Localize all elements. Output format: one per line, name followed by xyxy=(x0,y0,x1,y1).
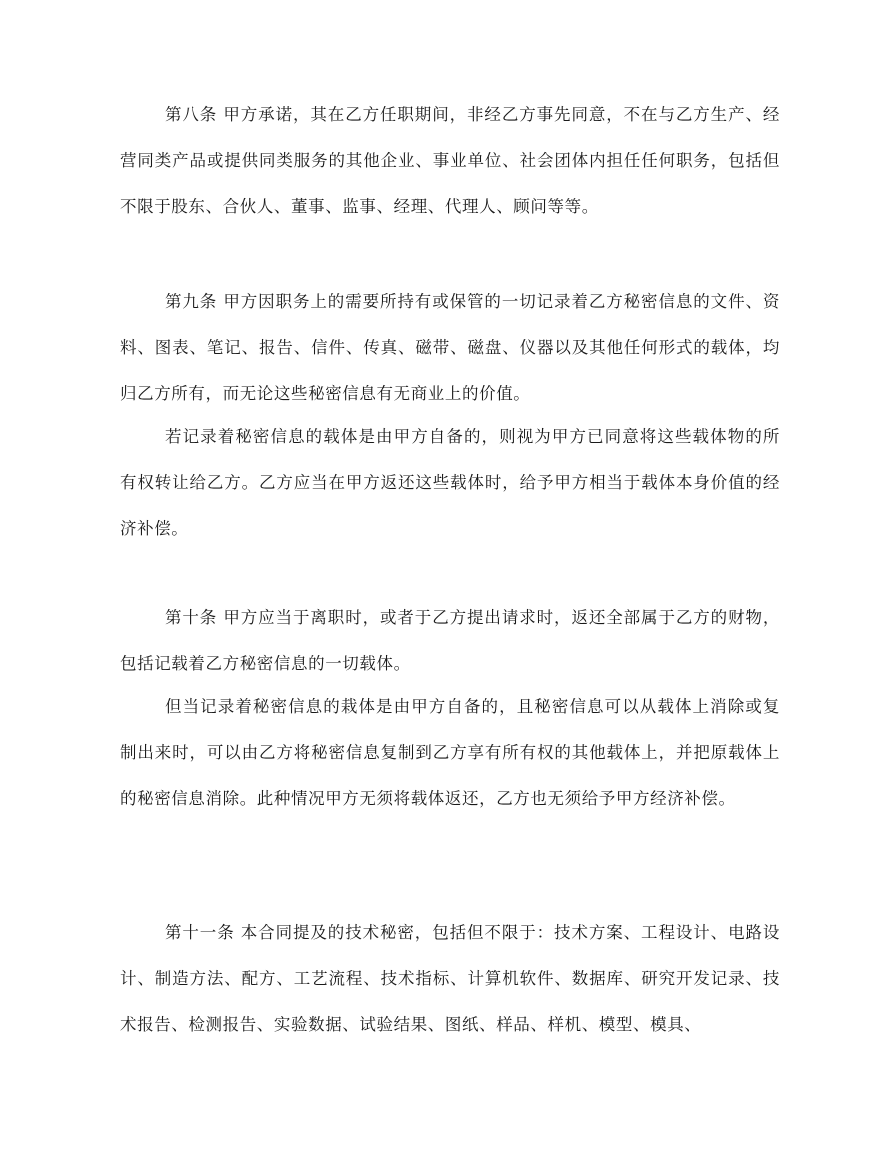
article-8-paragraph: 第八条 甲方承诺，其在乙方任职期间，非经乙方事先同意，不在与乙方生产、经营同类产品或提供同类服务的其他企业、事业单位、社会团体内担任任何职务，包括但不限于股东、合伙人、董事、监事、经理、代理人、顾问等等。 xyxy=(120,105,780,216)
article-11-paragraph: 第十一条 本合同提及的技术秘密，包括但不限于：技术方案、工程设计、电路设计、制造方法、配方、工艺流程、技术指标、计算机软件、数据库、研究开发记录、技术报告、检测报告、实验数据、试验结果、图纸、样品、样机、模型、模具、 xyxy=(120,923,780,1034)
article-9-paragraph: 第九条 甲方因职务上的需要所持有或保管的一切记录着乙方秘密信息的文件、资料、图表、笔记、报告、信件、传真、磁带、磁盘、仪器以及其他任何形式的载体，均归乙方所有，而无论这些秘密信息有无商业上的价值。 xyxy=(120,292,780,403)
article-10-supplement-paragraph: 但当记录着秘密信息的栽体是由甲方自备的，且秘密信息可以从载体上消除或复制出来时，可以由乙方将秘密信息复制到乙方享有所有权的其他载体上，并把原载体上的秘密信息消除。此种情况甲方无须将载体返还，乙方也无须给予甲方经济补偿。 xyxy=(120,697,780,808)
article-9-supplement-paragraph: 若记录着秘密信息的载体是由甲方自备的，则视为甲方已同意将这些载体物的所有权转让给乙方。乙方应当在甲方返还这些载体时，给予甲方相当于载体本身价值的经济补偿。 xyxy=(120,427,780,538)
article-10-paragraph: 第十条 甲方应当于离职时，或者于乙方提出请求时，返还全部属于乙方的财物，包括记载着乙方秘密信息的一切载体。 xyxy=(120,608,780,673)
